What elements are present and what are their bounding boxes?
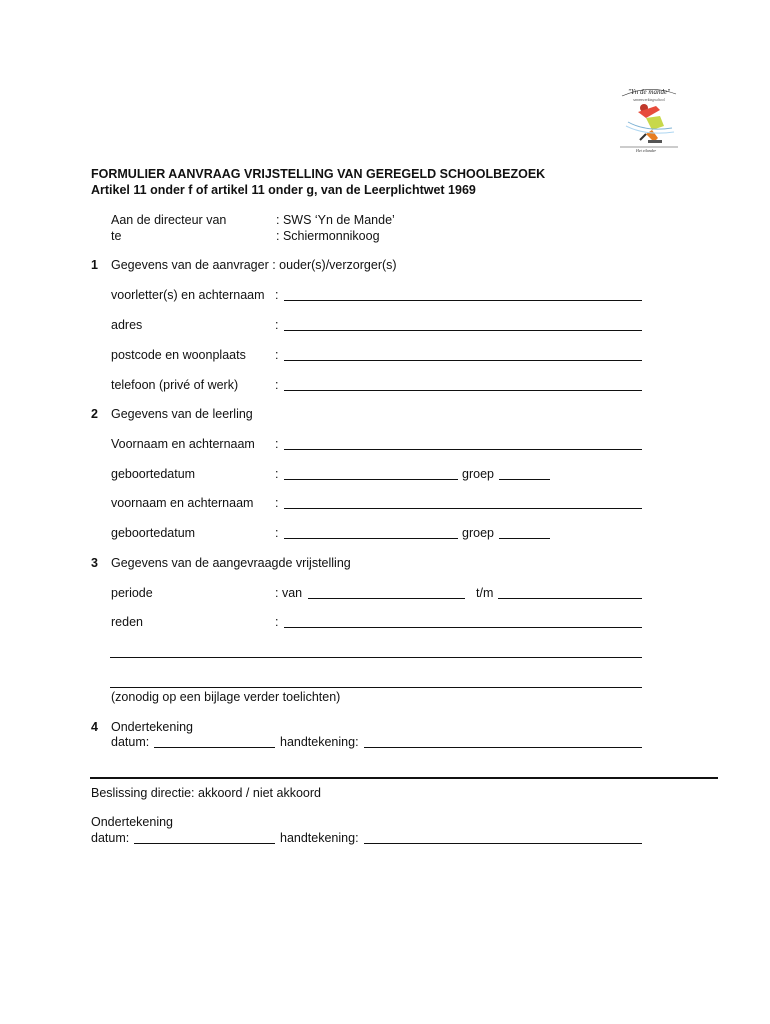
applicant-date-label: datum: bbox=[111, 735, 150, 749]
section-1-title: Gegevens van de aanvrager : ouder(s)/verzorger(s) bbox=[111, 258, 397, 272]
postcode-city-label: postcode en woonplaats bbox=[111, 348, 246, 362]
student-1-dob-field[interactable] bbox=[284, 479, 458, 480]
section-4-title: Ondertekening bbox=[111, 720, 194, 734]
decision-text: Beslissing directie: akkoord / niet akkoord bbox=[91, 786, 321, 800]
student-1-group-field[interactable] bbox=[499, 479, 550, 480]
section-3-number: 3 bbox=[91, 556, 98, 570]
colon: : bbox=[275, 615, 279, 629]
colon: : bbox=[275, 348, 279, 362]
student-1-name-field[interactable] bbox=[284, 449, 642, 450]
addressee-place: : Schiermonnikoog bbox=[276, 229, 380, 243]
address-label: adres bbox=[111, 318, 143, 332]
addressee-label-2: te bbox=[111, 229, 122, 243]
director-signature-field[interactable] bbox=[364, 843, 642, 844]
student-2-group-label: groep bbox=[462, 526, 494, 540]
section-4-number: 4 bbox=[91, 720, 98, 734]
director-date-field[interactable] bbox=[134, 843, 275, 844]
director-signature-label: handtekening: bbox=[280, 831, 359, 845]
section-2-number: 2 bbox=[91, 407, 98, 421]
student-2-dob-label: geboortedatum bbox=[111, 526, 196, 540]
student-1-group-label: groep bbox=[462, 467, 494, 481]
form-subtitle: Artikel 11 onder f of artikel 11 onder g, van de Leerplichtwet 1969 bbox=[91, 183, 476, 197]
phone-field[interactable] bbox=[284, 390, 642, 391]
student-2-dob-field[interactable] bbox=[284, 538, 458, 539]
section-2-title: Gegevens van de leerling bbox=[111, 407, 253, 421]
applicant-date-field[interactable] bbox=[154, 747, 275, 748]
colon: : bbox=[275, 378, 279, 392]
colon: : bbox=[275, 496, 279, 510]
svg-text:"Yn de mande": "Yn de mande" bbox=[627, 88, 671, 96]
addressee-label-1: Aan de directeur van bbox=[111, 213, 227, 227]
applicant-signature-field[interactable] bbox=[364, 747, 642, 748]
student-1-dob-label: geboortedatum bbox=[111, 467, 196, 481]
student-1-name-label: Voornaam en achternaam bbox=[111, 437, 255, 451]
colon: : bbox=[275, 288, 279, 302]
colon: : bbox=[275, 437, 279, 451]
reason-field-line-3[interactable] bbox=[110, 687, 642, 688]
school-logo bbox=[616, 82, 682, 154]
director-sign-title: Ondertekening bbox=[91, 815, 174, 829]
svg-text:Het eilander: Het eilander bbox=[636, 148, 657, 153]
director-date-label: datum: bbox=[91, 831, 130, 845]
applicant-signature-label: handtekening: bbox=[280, 735, 359, 749]
postcode-city-field[interactable] bbox=[284, 360, 642, 361]
colon: : bbox=[275, 318, 279, 332]
period-label: periode bbox=[111, 586, 153, 600]
section-divider bbox=[90, 777, 718, 779]
address-field[interactable] bbox=[284, 330, 642, 331]
form-title: FORMULIER AANVRAAG VRIJSTELLING VAN GEREGELD SCHOOLBEZOEK bbox=[91, 167, 546, 181]
reason-field-line-2[interactable] bbox=[110, 657, 642, 658]
addressee-school: : SWS ‘Yn de Mande’ bbox=[276, 213, 395, 227]
colon: : bbox=[275, 467, 279, 481]
student-2-group-field[interactable] bbox=[499, 538, 550, 539]
initials-name-field[interactable] bbox=[284, 300, 642, 301]
phone-label: telefoon (privé of werk) bbox=[111, 378, 239, 392]
student-2-name-label: voornaam en achternaam bbox=[111, 496, 254, 510]
period-to-field[interactable] bbox=[498, 598, 642, 599]
initials-name-label: voorletter(s) en achternaam bbox=[111, 288, 265, 302]
period-from-field[interactable] bbox=[308, 598, 465, 599]
svg-text:samenwerkingsschool: samenwerkingsschool bbox=[633, 98, 665, 102]
colon: : bbox=[275, 526, 279, 540]
reason-field-line-1[interactable] bbox=[284, 627, 642, 628]
period-to-label: t/m bbox=[476, 586, 494, 600]
section-3-title: Gegevens van de aangevraagde vrijstelling bbox=[111, 556, 351, 570]
period-from-label: : van bbox=[275, 586, 303, 600]
student-2-name-field[interactable] bbox=[284, 508, 642, 509]
section-1-number: 1 bbox=[91, 258, 98, 272]
reason-label: reden bbox=[111, 615, 143, 629]
attachment-note: (zonodig op een bijlage verder toelichten) bbox=[111, 690, 341, 704]
